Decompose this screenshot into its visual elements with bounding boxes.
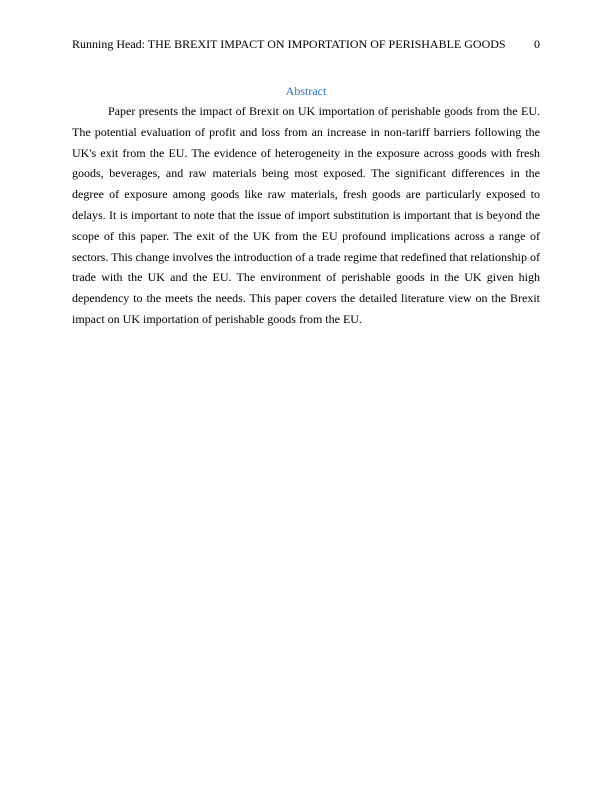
abstract-paragraph: Paper presents the impact of Brexit on UK importation of perishable goods from the EU. The potential evaluation of profit and loss from an increase in non-tariff barriers following the UK's exit from the EU. The evidence of heterogeneity in the exposure across goods with fresh goods, beverages, and raw materials being most exposed. The significant differences in the degree of exposure among goods like raw materials, fresh goods are particularly exposed to delays. It is important to note that the issue of import substitution is important that is beyond the scope of this paper. The exit of the UK from the EU profound implications across a range of sectors. This change involves the introduction of a trade regime that redefined that relationship of trade with the UK and the EU. The environment of perishable goods in the UK given high dependency to the meets the needs. This paper covers the detailed literature view on the Brexit impact on UK importation of perishable goods from the EU. [72,104,540,326]
page-header [72,36,540,52]
page-number: 0 [534,37,540,51]
abstract-heading: Abstract [285,84,327,98]
running-head: Running Head: THE BREXIT IMPACT ON IMPORTATION OF PERISHABLE GOODS [72,37,506,51]
